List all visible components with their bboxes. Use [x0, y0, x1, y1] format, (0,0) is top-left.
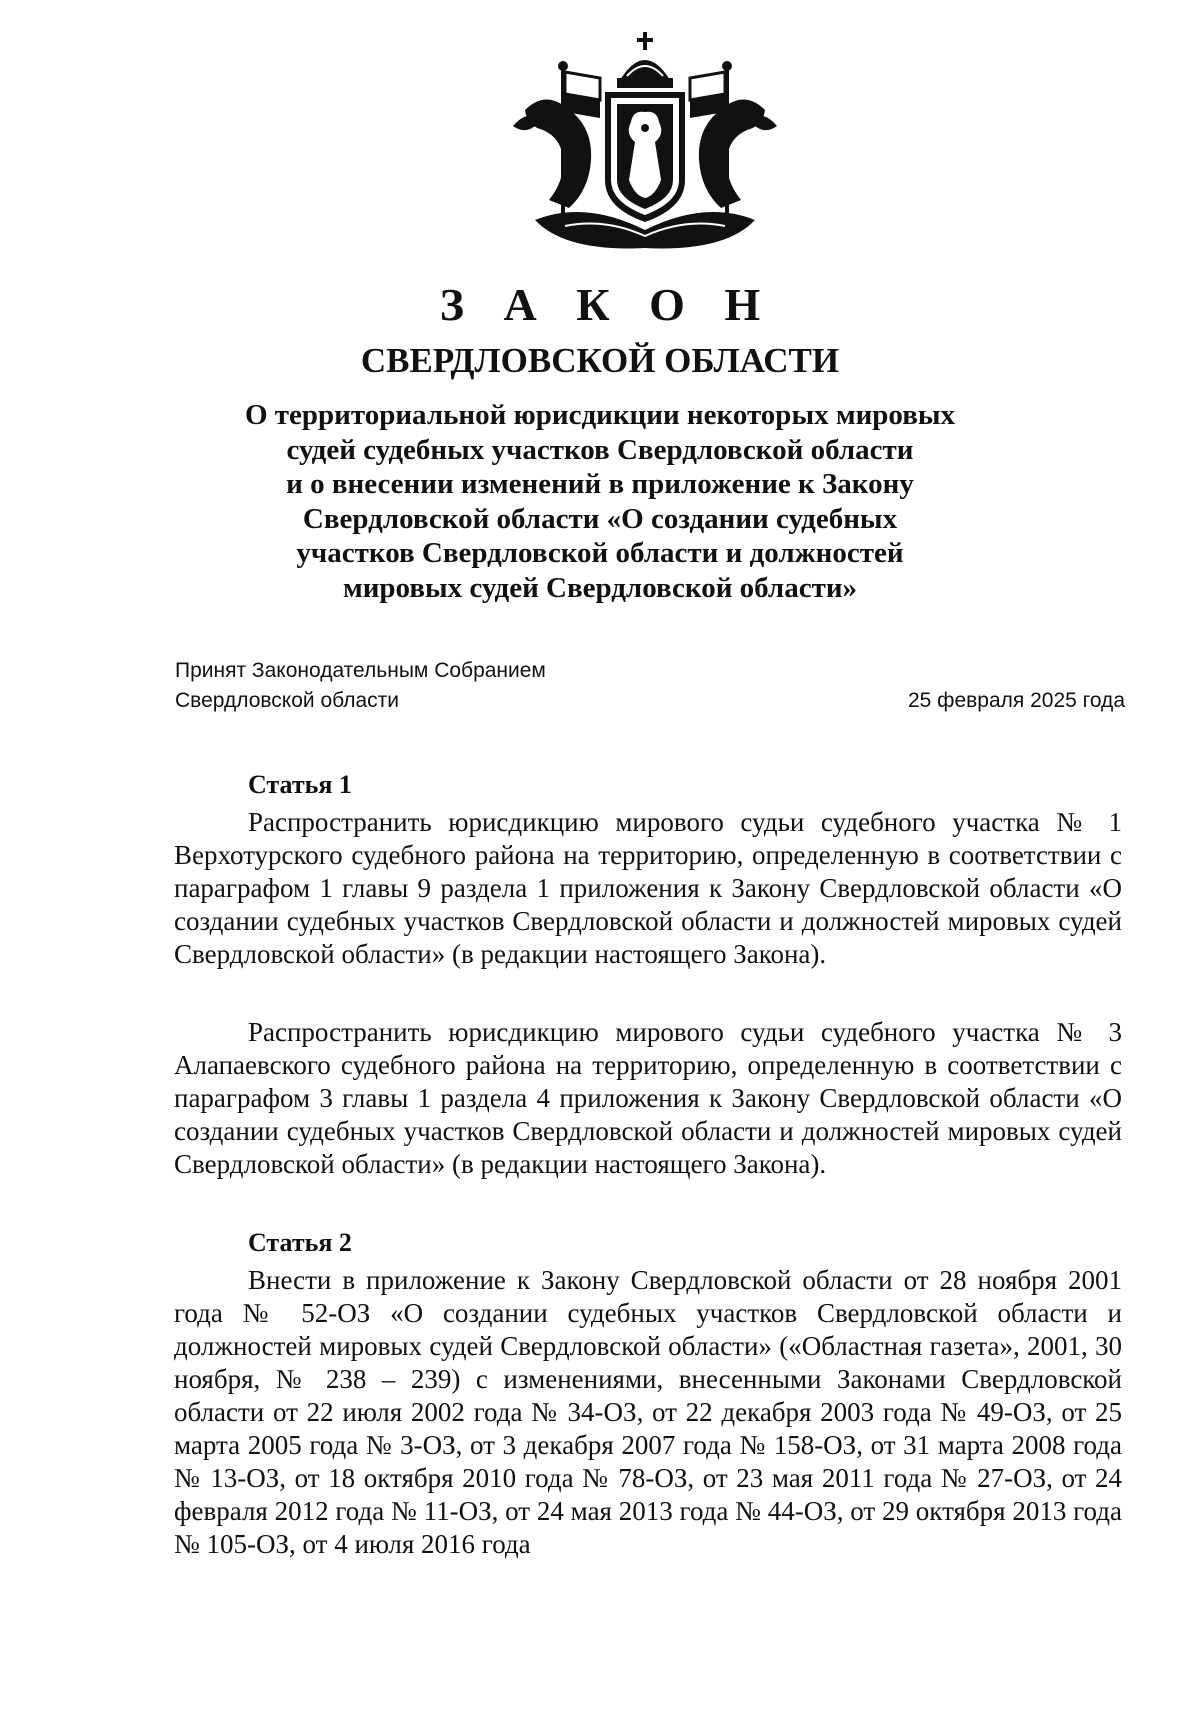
- adoption-block: [175, 656, 1125, 716]
- law-subject: [150, 398, 1050, 605]
- coat-of-arms-icon: [505, 30, 785, 255]
- subject-line: судей судебных участков Свердловской области: [286, 433, 914, 466]
- article-1-paragraph-2: Распространить юрисдикцию мирового судьи судебного участка № 3 Алапаевского судебного района на территорию, определенную в соответствии с параграфом 3 главы 1 раздела 4 приложения к Закону Свердловской области «О создании судебных участков Свердловской области и должностей мировых судей Свердловской области» (в редакции настоящего Закона).: [174, 1017, 1122, 1179]
- subject-line: участков Свердловской области и должностей: [296, 537, 904, 569]
- subject-line: и о внесении изменений в приложение к Закону: [286, 468, 914, 500]
- article-1-paragraph-1: Распространить юрисдикцию мирового судьи судебного участка № 1 Верхотурского судебного района на территорию, определенную в соответствии с параграфом 1 главы 9 раздела 1 приложения к Закону Свердловской области «О создании судебных участков Свердловской области и должностей мировых судей Свердловской области» (в редакции настоящего Закона).: [174, 807, 1122, 969]
- article-1-heading: Статья 1: [248, 770, 352, 799]
- subject-line: Свердловской области «О создании судебных: [302, 502, 898, 535]
- article-2-paragraph-1: Внести в приложение к Закону Свердловской области от 28 ноября 2001 года № 52-ОЗ «О создании судебных участков Свердловской области и должностей мировых судей Свердловской области» («Областная газета», 2001, 30 ноября, № 238 – 239) с изменениями, внесенными Законами Свердловской области от 22 июля 2002 года № 34-ОЗ, от 22 декабря 2003 года № 49-ОЗ, от 25 марта 2005 года № 3-ОЗ, от 3 декабря 2007 года № 158-ОЗ, от 31 марта 2008 года № 13-ОЗ, от 18 октября 2010 года № 78-ОЗ, от 23 мая 2011 года № 27-ОЗ, от 24 февраля 2012 года № 11-ОЗ, от 24 мая 2013 года № 44-ОЗ, от 29 октября 2013 года № 105-ОЗ, от 4 июля 2016 года: [174, 1265, 1122, 1559]
- adopted-date: 25 февраля 2025 года: [907, 689, 1125, 712]
- article-2-heading: Статья 2: [248, 1228, 352, 1257]
- document-title: З А К О Н: [439, 279, 775, 330]
- subject-line: мировых судей Свердловской области»: [342, 571, 858, 604]
- subject-line: О территориальной юрисдикции некоторых мировых: [244, 399, 956, 431]
- document-region: СВЕРДЛОВСКОЙ ОБЛАСТИ: [360, 341, 840, 380]
- adopted-by: Принят Законодательным Собранием: [175, 659, 546, 682]
- adopted-by-region: Свердловской области: [175, 689, 400, 712]
